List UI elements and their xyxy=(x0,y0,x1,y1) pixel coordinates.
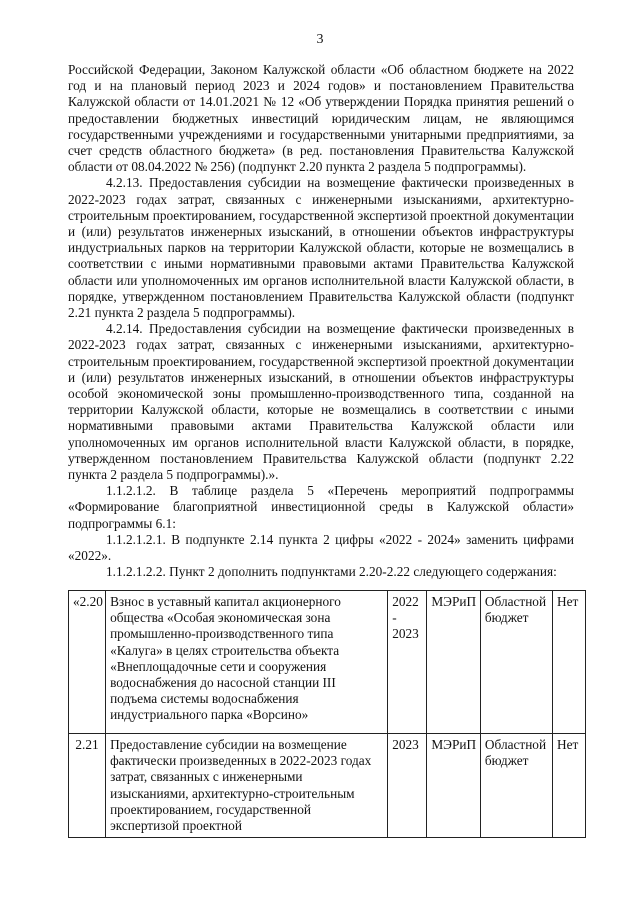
item-flag: Нет xyxy=(552,591,585,734)
item-years: 2022 - 2023 xyxy=(388,591,427,734)
measures-table xyxy=(68,590,586,838)
table-row xyxy=(69,734,586,838)
item-funding-source: Областной бюджет xyxy=(480,591,552,734)
item-number: «2.20 xyxy=(69,591,106,734)
item-years: 2023 xyxy=(388,734,427,838)
paragraph: 1.1.2.1.2. В таблице раздела 5 «Перечень мероприятий подпрограммы «Формирование благоприятной инвестиционной среды в Калужской области» подпрограммы 6.1: xyxy=(68,483,574,531)
item-responsible: МЭРиП xyxy=(427,591,481,734)
paragraph: Российской Федерации, Законом Калужской области «Об областном бюджете на 2022 год и на плановый период 2023 и 2024 годов» и постановлением Правительства Калужской области от 14.01.2021 № 12 «Об утверждении Порядка принятия решений о предоставлении бюджетных инвестиций юридическим лицам, не являющимся государственными учреждениями и государственными унитарными предприятиями, за счет средств областного бюджета» (в ред. постановления Правительства Калужской области от 08.04.2022 № 256) (подпункт 2.20 пункта 2 раздела 5 подпрограммы). xyxy=(68,62,574,175)
item-description: Предоставление субсидии на возмещение фактически произведенных в 2022-2023 годах затрат, связанных с инженерными изысканиями, архитектурно-строительным проектированием, государственной экспертизой проектной xyxy=(106,734,388,838)
paragraph: 4.2.13. Предоставления субсидии на возмещение фактически произведенных в 2022-2023 годах затрат, связанных с инженерными изысканиями, архитектурно-строительным проектированием, государственной экспертизой проектной документации и (или) результатов инженерных изысканий, в отношении объектов инфраструктуры индустриальных парков на территории Калужской области, которые не возмещались в соответствии с иными нормативными правовыми актами Правительства Калужской области или уполномоченных им органов исполнительной власти Калужской области, в порядке, утвержденном постановлением Правительства Калужской области (подпункт 2.21 пункта 2 раздела 5 подпрограммы). xyxy=(68,175,574,321)
item-description: Взнос в уставный капитал акционерного общества «Особая экономическая зона промышленно-производственного типа «Калуга» в целях строительства объекта «Внеплощадочные сети и сооружения водоснабжения до насосной станции III подъема системы водоснабжения индустриального парка «Ворсино» xyxy=(106,591,388,734)
item-responsible: МЭРиП xyxy=(427,734,481,838)
document-body xyxy=(68,62,574,581)
paragraph: 1.1.2.1.2.2. Пункт 2 дополнить подпунктами 2.20-2.22 следующего содержания: xyxy=(106,564,557,580)
item-funding-source: Областной бюджет xyxy=(480,734,552,838)
page-number: 3 xyxy=(316,32,324,47)
item-flag: Нет xyxy=(552,734,585,838)
paragraph: 1.1.2.1.2.1. В подпункте 2.14 пункта 2 цифры «2022 - 2024» заменить цифрами «2022». xyxy=(68,531,574,564)
item-number: 2.21 xyxy=(69,734,106,838)
paragraph: 4.2.14. Предоставления субсидии на возмещение фактически произведенных в 2022-2023 годах затрат, связанных с инженерными изысканиями, архитектурно-строительным проектированием, государственной экспертизой проектной документации и (или) результатов инженерных изысканий, в отношении объектов инфраструктуры особой экономической зоны промышленно-производственного типа, созданной на территории Калужской области, которые не возмещались в соответствии с иными нормативными правовыми актами Правительства Калужской области или уполномоченных им органов исполнительной власти Калужской области, в порядке, утвержденном постановлением Правительства Калужской области (подпункт 2.22 пункта 2 раздела 5 подпрограммы).». xyxy=(68,321,574,483)
table-row xyxy=(69,591,586,734)
